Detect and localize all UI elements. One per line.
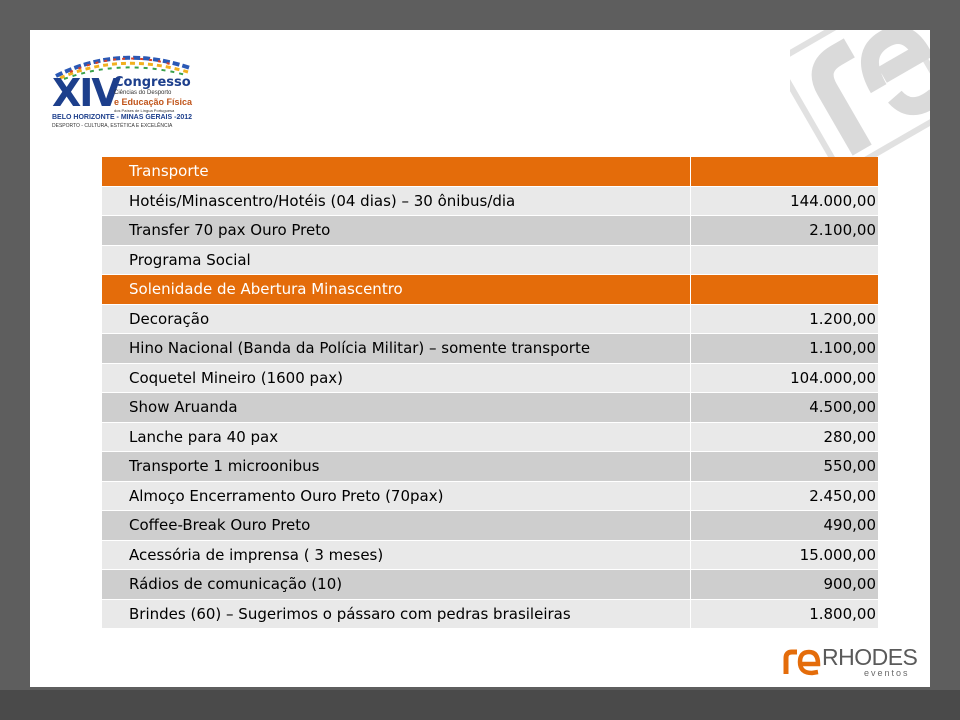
item-description: Transporte 1 microonibus: [102, 452, 691, 482]
item-description: Acessória de imprensa ( 3 meses): [102, 540, 691, 570]
table-row: [102, 540, 878, 570]
item-description: Almoço Encerramento Ouro Preto (70pax): [102, 481, 691, 511]
table-row: [102, 216, 878, 246]
rhodes-brand: [782, 644, 922, 680]
slide: [30, 30, 930, 687]
logo-roman-numeral: XIV: [52, 71, 119, 115]
item-description: Coffee-Break Ouro Preto: [102, 511, 691, 541]
item-description: Decoração: [102, 304, 691, 334]
item-value: 15.000,00: [691, 540, 879, 570]
item-value: 104.000,00: [691, 363, 879, 393]
item-value: [691, 157, 879, 186]
logo-line-3: dos Países de Língua Portuguesa: [114, 108, 175, 113]
table-row: [102, 481, 878, 511]
table-row: [102, 245, 878, 275]
rhodes-logo-icon: [782, 646, 822, 676]
congress-logo: [50, 50, 210, 160]
section-header-row: [102, 275, 878, 305]
item-value: 2.100,00: [691, 216, 879, 246]
item-description: Brindes (60) – Sugerimos o pássaro com pedras brasileiras: [102, 599, 691, 629]
item-value: 144.000,00: [691, 186, 879, 216]
item-value: 4.500,00: [691, 393, 879, 423]
table-row: [102, 304, 878, 334]
table-row: [102, 363, 878, 393]
item-value: [691, 245, 879, 275]
item-description: Lanche para 40 pax: [102, 422, 691, 452]
item-description: Transporte: [102, 157, 691, 186]
bottom-bar: [0, 690, 960, 720]
table-row: [102, 393, 878, 423]
brand-subtitle: eventos: [864, 668, 910, 678]
item-description: Transfer 70 pax Ouro Preto: [102, 216, 691, 246]
logo-congresso: Congresso: [114, 75, 191, 90]
table-row: [102, 422, 878, 452]
item-value: 1.200,00: [691, 304, 879, 334]
table-row: [102, 452, 878, 482]
item-description: Rádios de comunicação (10): [102, 570, 691, 600]
item-value: 2.450,00: [691, 481, 879, 511]
item-value: 1.800,00: [691, 599, 879, 629]
section-header-row: [102, 157, 878, 186]
table-row: [102, 186, 878, 216]
logo-line-1: Ciências do Desporto: [114, 90, 172, 96]
item-value: 550,00: [691, 452, 879, 482]
item-description: Coquetel Mineiro (1600 pax): [102, 363, 691, 393]
item-description: Show Aruanda: [102, 393, 691, 423]
rhodes-watermark-icon: [790, 30, 930, 170]
item-description: Hotéis/Minascentro/Hotéis (04 dias) – 30 ônibus/dia: [102, 186, 691, 216]
item-value: 490,00: [691, 511, 879, 541]
table-row: [102, 334, 878, 364]
item-description: Hino Nacional (Banda da Polícia Militar) – somente transporte: [102, 334, 691, 364]
table-row: [102, 570, 878, 600]
logo-line-2: e Educação Física: [114, 97, 193, 107]
table-row: [102, 599, 878, 629]
logo-city: BELO HORIZONTE - MINAS GERAIS -2012: [52, 114, 193, 121]
item-value: [691, 275, 879, 305]
budget-table-body: [102, 157, 878, 629]
table-row: [102, 511, 878, 541]
brand-name: RHODES: [822, 644, 918, 670]
item-description: Programa Social: [102, 245, 691, 275]
budget-table: [102, 157, 878, 629]
logo-tagline: DESPORTO - CULTURA, ESTÉTICA E EXCELÊNCIA: [52, 123, 173, 129]
item-value: 900,00: [691, 570, 879, 600]
item-description: Solenidade de Abertura Minascentro: [102, 275, 691, 305]
item-value: 1.100,00: [691, 334, 879, 364]
item-value: 280,00: [691, 422, 879, 452]
